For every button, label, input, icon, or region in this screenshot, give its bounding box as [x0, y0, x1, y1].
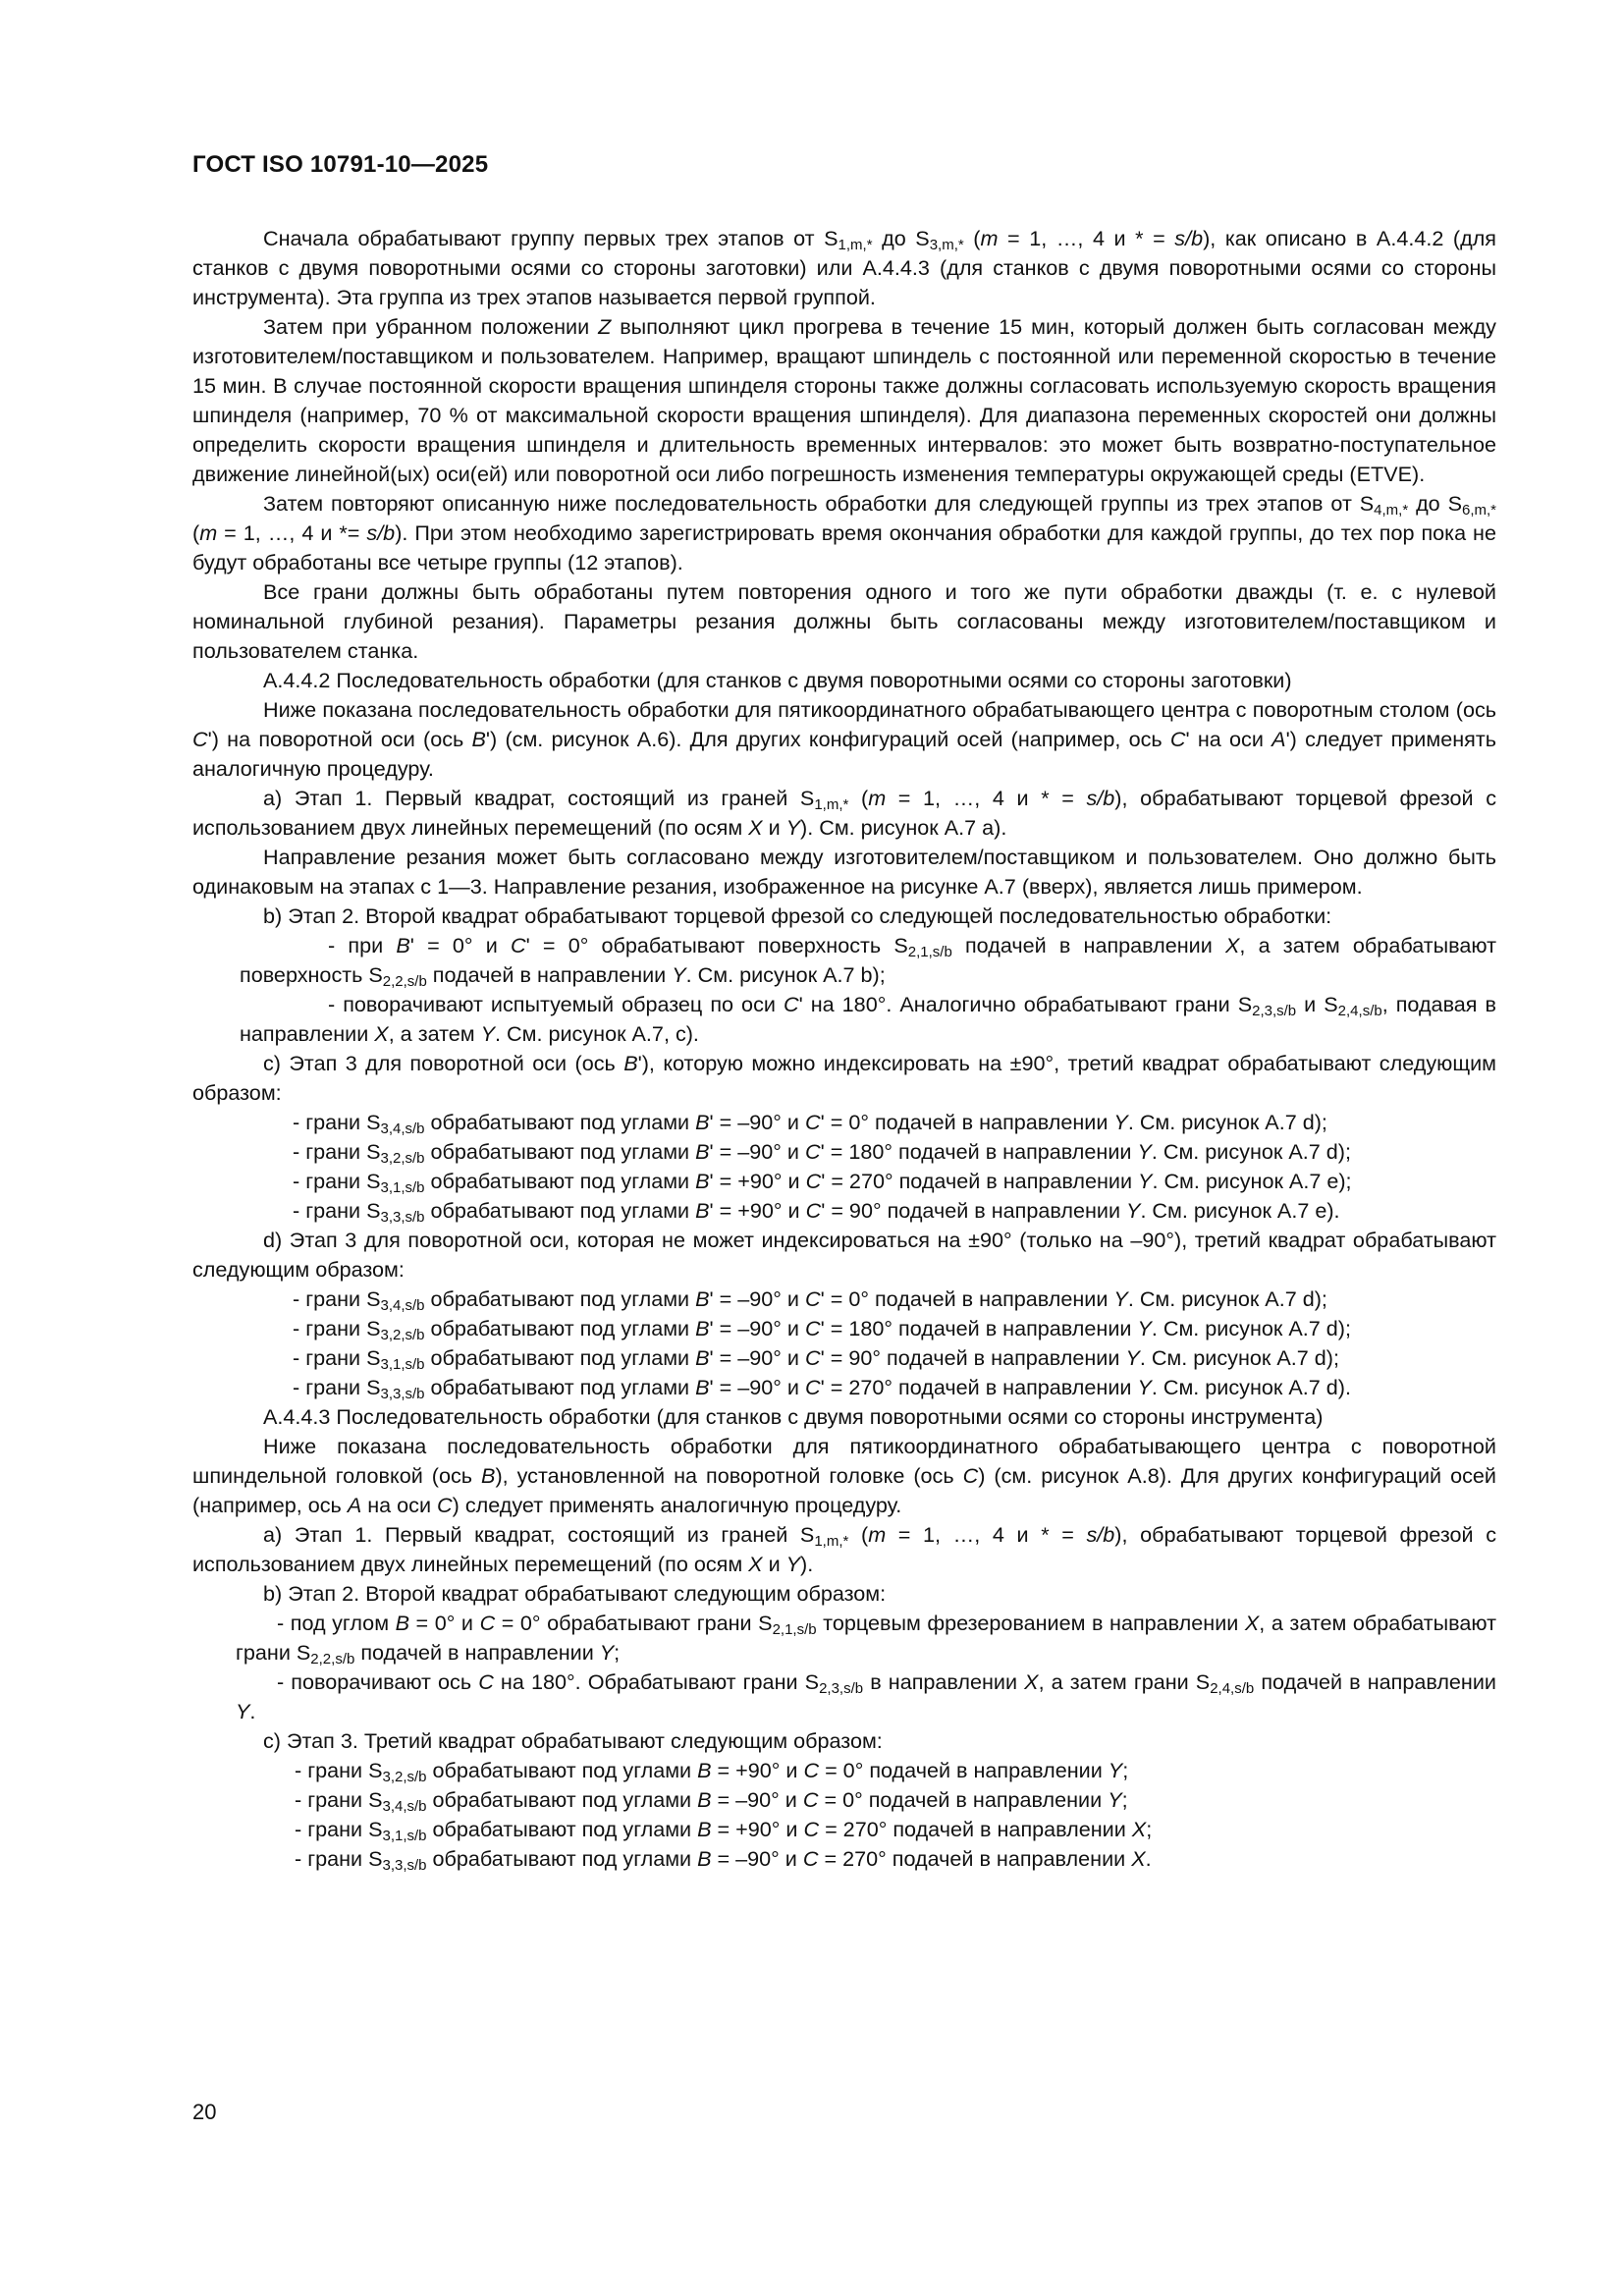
dash-item-e2: - грани $S_{3,4,s/b}$ обрабатывают под углами B = –90° и C = 0° подачей в направлении Y; — [295, 1787, 1128, 1815]
list-item-stage3d: d) Этап 3 для поворотной оси, которая не может индексироваться на ±90° (только на –90°), третий квадрат обрабатывают следующим образом: — [192, 1228, 1496, 1282]
dash-item-b-stage2-rotate: - поворачивают ось C на 180°. Обрабатывают грани $S_{2,3,s/b}$ в направлении X, а затем грани $S_{2,4,s/b}$ подачей в направлении Y. — [236, 1669, 1496, 1723]
paragraph-cutting-params: Все грани должны быть обработаны путем повторения одного и того же пути обработки дважды (т. е. с нулевой номинальной глубиной резания). Параметры резания должны быть согласованы между изготовителем/поставщиком и пользователем станка. — [192, 579, 1496, 663]
document-body — [192, 224, 1496, 1874]
list-item-stage2: b) Этап 2. Второй квадрат обрабатывают торцевой фрезой со следующей последовательностью обработки: — [263, 903, 1332, 928]
section-heading-a442: А.4.4.2 Последовательность обработки (для станков с двумя поворотными осями со стороны заготовки) — [263, 668, 1292, 692]
dash-item-b-stage2-first: - под углом B = 0° и C = 0° обрабатывают грани $S_{2,1,s/b}$ торцевым фрезерованием в направлении X, а затем обрабатывают грани $S_{2,2,s/b}$ подачей в направлении Y; — [236, 1611, 1496, 1667]
paragraph-repeat-sequence: Затем повторяют описанную ниже последовательность обработки для следующей группы из трех этапов от $S_{4,m,*}$ до $S_{6,m,*}$ (m = 1, …, 4 и *= s/b). При этом необходимо зарегистрировать время окончания обработки для каждой группы, до тех пор пока не будут обработаны все четыре группы (12 этапов). — [192, 491, 1496, 574]
paragraph-first-group: Сначала обрабатывают группу первых трех этапов от $S_{1,m,*}$ до $S_{3,m,*}$ (m = 1, …, 4 и * = s/b), как описано в А.4.4.2 (для станков с двумя поворотными осями со стороны заготовки) или А.4.4.3 (для станков с двумя поворотными осями со стороны инструмента). Эта группа из трех этапов называется первой группой. — [192, 226, 1496, 309]
dash-item-d1: - грани $S_{3,4,s/b}$ обрабатывают под углами B' = –90° и C' = 0° подачей в направлении Y. См. рисунок А.7 d); — [293, 1286, 1327, 1314]
document-header: ГОСТ ISO 10791-10—2025 — [192, 151, 489, 178]
list-item-b-stage1: a) Этап 1. Первый квадрат, состоящий из граней $S_{1,m,*}$ (m = 1, …, 4 и * = s/b), обрабатывают торцевой фрезой с использованием двух линейных перемещений (по осям X и Y). — [192, 1522, 1496, 1576]
paragraph-spindle-config: Ниже показана последовательность обработки для пятикоординатного обрабатывающего центра с поворотной шпиндельной головкой (ось B), установленной на поворотной головке (ось C) (см. рисунок А.8). Для других конфигураций осей (например, ось A на оси C) следует применять аналогичную процедуру. — [192, 1434, 1496, 1517]
dash-item-d2: - грани $S_{3,2,s/b}$ обрабатывают под углами B' = –90° и C' = 180° подачей в направлении Y. См. рисунок А.7 d); — [293, 1316, 1351, 1343]
list-item-stage1: a) Этап 1. Первый квадрат, состоящий из граней $S_{1,m,*}$ (m = 1, …, 4 и * = s/b), обрабатывают торцевой фрезой с использованием двух линейных перемещений (по осям X и Y). См. рисунок А.7 a). — [192, 786, 1496, 840]
dash-item-d3: - грани $S_{3,1,s/b}$ обрабатывают под углами B' = –90° и C' = 90° подачей в направлении Y. См. рисунок А.7 d); — [293, 1345, 1339, 1373]
dash-item-e4: - грани $S_{3,3,s/b}$ обрабатывают под углами B = –90° и C = 270° подачей в направлении X. — [295, 1846, 1152, 1874]
list-item-b-stage3: c) Этап 3. Третий квадрат обрабатывают следующим образом: — [263, 1728, 883, 1753]
dash-item-e1: - грани $S_{3,2,s/b}$ обрабатывают под углами B = +90° и C = 0° подачей в направлении Y; — [295, 1758, 1129, 1785]
dash-item-e3: - грани $S_{3,1,s/b}$ обрабатывают под углами B = +90° и C = 270° подачей в направлении X; — [295, 1817, 1153, 1844]
dash-item-stage2-rotate: - поворачивают испытуемый образец по оси C' на 180°. Аналогично обрабатывают грани $S_{2,3,s/b}$ и $S_{2,4,s/b}$, подавая в направлении X, а затем Y. См. рисунок А.7, с). — [240, 992, 1496, 1046]
paragraph-cutting-direction: Направление резания может быть согласовано между изготовителем/поставщиком и пользователем. Оно должно быть одинаковым на этапах с 1—3. Направление резания, изображенное на рисунке А.7 (вверх), является лишь примером. — [192, 845, 1496, 899]
dash-item-c4: - грани $S_{3,3,s/b}$ обрабатывают под углами B' = +90° и C' = 90° подачей в направлении Y. См. рисунок А.7 e). — [293, 1198, 1340, 1226]
page-number: 20 — [192, 2100, 217, 2124]
dash-item-c1: - грани $S_{3,4,s/b}$ обрабатывают под углами B' = –90° и C' = 0° подачей в направлении Y. См. рисунок А.7 d); — [293, 1110, 1327, 1137]
list-item-stage3c: c) Этап 3 для поворотной оси (ось B'), которую можно индексировать на ±90°, третий квадрат обрабатывают следующим образом: — [192, 1051, 1496, 1105]
dash-item-d4: - грани $S_{3,3,s/b}$ обрабатывают под углами B' = –90° и C' = 270° подачей в направлении Y. См. рисунок А.7 d). — [293, 1375, 1351, 1402]
list-item-b-stage2: b) Этап 2. Второй квадрат обрабатывают следующим образом: — [263, 1581, 887, 1606]
section-heading-a443: А.4.4.3 Последовательность обработки (для станков с двумя поворотными осями со стороны инструмента) — [263, 1404, 1324, 1429]
dash-item-stage2-first: - при B' = 0° и C' = 0° обрабатывают поверхность $S_{2,1,s/b}$ подачей в направлении X, а затем обрабатывают поверхность $S_{2,2,s/b}$ подачей в направлении Y. См. рисунок А.7 b); — [240, 933, 1496, 990]
dash-item-c3: - грани $S_{3,1,s/b}$ обрабатывают под углами B' = +90° и C' = 270° подачей в направлении Y. См. рисунок А.7 e); — [293, 1169, 1352, 1196]
paragraph-warm-up: Затем при убранном положении Z выполняют цикл прогрева в течение 15 мин, который должен быть согласован между изготовителем/поставщиком и пользователем. Например, вращают шпиндель с постоянной или переменной скоростью в течение 15 мин. В случае постоянной скорости вращения шпинделя стороны также должны согласовать используемую скорость вращения шпинделя (например, 70 % от максимальной скорости вращения шпинделя). Для диапазона переменных скоростей они должны определить скорости вращения шпинделя и длительность временных интервалов: это может быть возвратно-поступательное движение линейной(ых) оси(ей) или поворотной оси либо погрешность изменения температуры окружающей среды (ETVE). — [192, 314, 1496, 486]
dash-item-c2: - грани $S_{3,2,s/b}$ обрабатывают под углами B' = –90° и C' = 180° подачей в направлении Y. См. рисунок А.7 d); — [293, 1139, 1351, 1167]
paragraph-table-config: Ниже показана последовательность обработки для пятикоординатного обрабатывающего центра с поворотным столом (ось C') на поворотной оси (ось B') (см. рисунок А.6). Для других конфигураций осей (например, ось C' на оси A') следует применять аналогичную процедуру. — [192, 697, 1496, 781]
